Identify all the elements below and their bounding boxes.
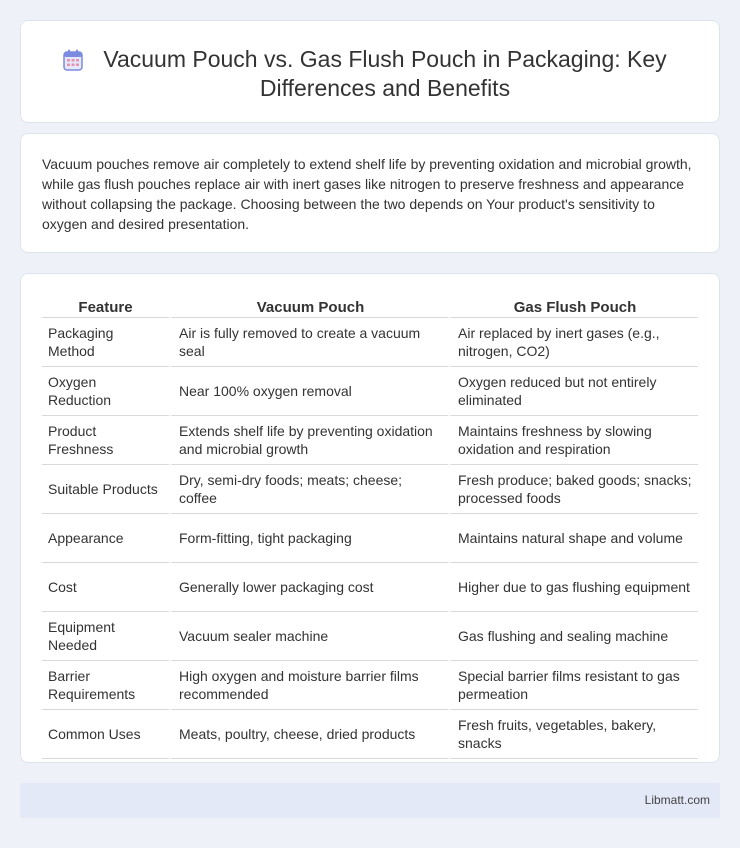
table-row bbox=[42, 367, 698, 416]
column-header-vacuum-pouch: Vacuum Pouch bbox=[169, 296, 448, 318]
footer-bar bbox=[20, 783, 720, 818]
vacuum-cell: Extends shelf life by preventing oxidation and microbial growth bbox=[169, 416, 448, 465]
feature-cell: Equipment Needed bbox=[42, 612, 169, 661]
table-row bbox=[42, 318, 698, 367]
table-row bbox=[42, 612, 698, 661]
column-header-feature: Feature bbox=[42, 296, 169, 318]
gas-flush-cell: Fresh fruits, vegetables, bakery, snacks bbox=[448, 710, 698, 759]
comparison-table-card bbox=[20, 273, 720, 763]
intro-paragraph: Vacuum pouches remove air completely to extend shelf life by preventing oxidation and microbial growth, while gas flush pouches replace air with inert gases like nitrogen to preserve freshness and appearance without collapsing the package. Choosing between the two depends on Your product's sensitivity to oxygen and desired presentation. bbox=[42, 156, 692, 232]
feature-cell: Barrier Requirements bbox=[42, 661, 169, 710]
vacuum-cell: Meats, poultry, cheese, dried products bbox=[169, 710, 448, 759]
feature-cell: Common Uses bbox=[42, 710, 169, 759]
feature-cell: Appearance bbox=[42, 514, 169, 563]
table-row bbox=[42, 514, 698, 563]
table-row bbox=[42, 465, 698, 514]
column-header-gas-flush-pouch: Gas Flush Pouch bbox=[448, 296, 698, 318]
table-row bbox=[42, 710, 698, 759]
feature-cell: Oxygen Reduction bbox=[42, 367, 169, 416]
vacuum-cell: Air is fully removed to create a vacuum seal bbox=[169, 318, 448, 367]
table-row bbox=[42, 661, 698, 710]
gas-flush-cell: Air replaced by inert gases (e.g., nitrogen, CO2) bbox=[448, 318, 698, 367]
feature-cell: Cost bbox=[42, 563, 169, 612]
vacuum-cell: Dry, semi-dry foods; meats; cheese; coffee bbox=[169, 465, 448, 514]
intro-card bbox=[20, 133, 720, 253]
gas-flush-cell: Oxygen reduced but not entirely eliminated bbox=[448, 367, 698, 416]
gas-flush-cell: Gas flushing and sealing machine bbox=[448, 612, 698, 661]
table-row bbox=[42, 416, 698, 465]
page-title: Vacuum Pouch vs. Gas Flush Pouch in Packaging: Key Differences and Benefits bbox=[103, 46, 667, 101]
comparison-table bbox=[42, 296, 698, 759]
feature-cell: Product Freshness bbox=[42, 416, 169, 465]
gas-flush-cell: Higher due to gas flushing equipment bbox=[448, 563, 698, 612]
vacuum-cell: High oxygen and moisture barrier films recommended bbox=[169, 661, 448, 710]
feature-cell: Suitable Products bbox=[42, 465, 169, 514]
vacuum-cell: Near 100% oxygen removal bbox=[169, 367, 448, 416]
table-row bbox=[42, 563, 698, 612]
gas-flush-cell: Maintains freshness by slowing oxidation and respiration bbox=[448, 416, 698, 465]
gas-flush-cell: Special barrier films resistant to gas permeation bbox=[448, 661, 698, 710]
vacuum-cell: Vacuum sealer machine bbox=[169, 612, 448, 661]
gas-flush-cell: Maintains natural shape and volume bbox=[448, 514, 698, 563]
gas-flush-cell: Fresh produce; baked goods; snacks; processed foods bbox=[448, 465, 698, 514]
vacuum-cell: Generally lower packaging cost bbox=[169, 563, 448, 612]
title-card bbox=[20, 20, 720, 123]
footer-site-link[interactable]: Libmatt.com bbox=[644, 793, 710, 807]
feature-cell: Packaging Method bbox=[42, 318, 169, 367]
vacuum-cell: Form-fitting, tight packaging bbox=[169, 514, 448, 563]
table-header-row bbox=[42, 296, 698, 318]
